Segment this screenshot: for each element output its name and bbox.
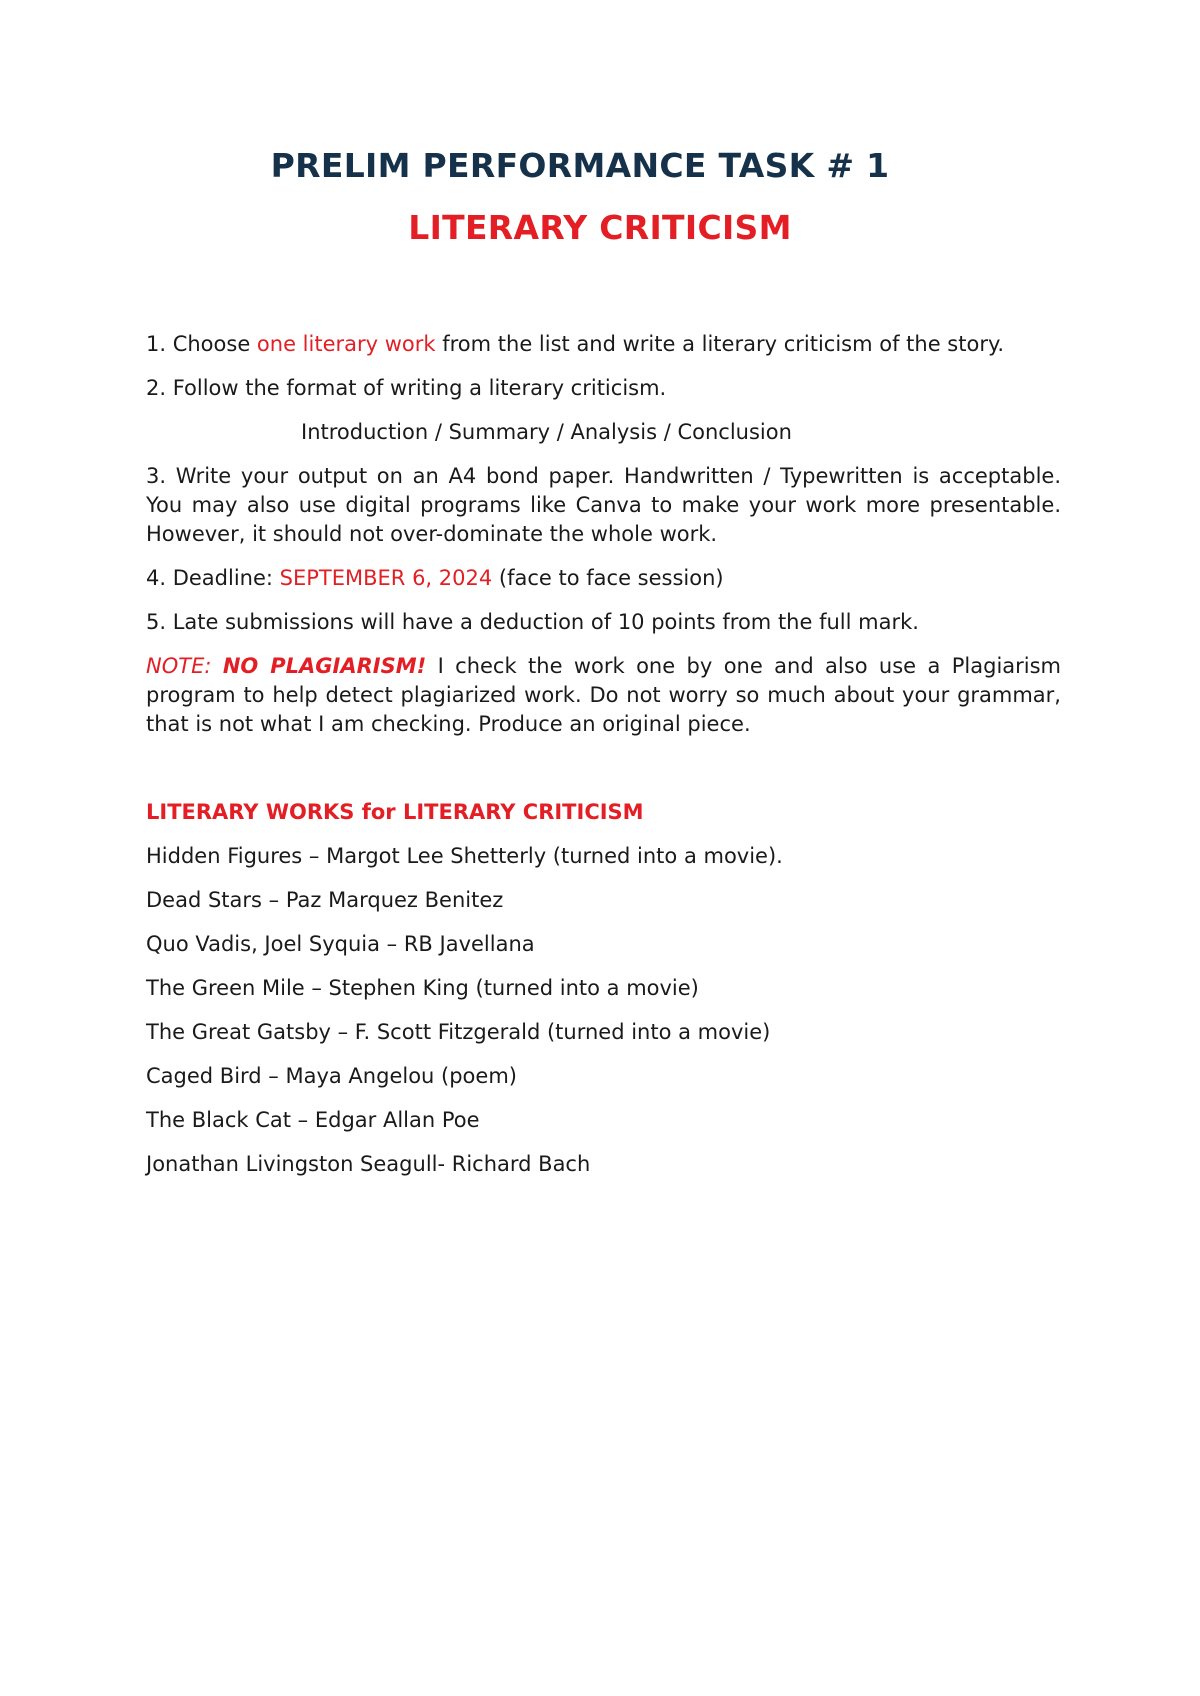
list-item: Caged Bird – Maya Angelou (poem) <box>146 1064 517 1088</box>
instruction-item-4 <box>146 564 1061 593</box>
plagiarism-note <box>146 652 1061 739</box>
list-item: Quo Vadis, Joel Syquia – RB Javellana <box>146 932 535 956</box>
list-item: The Green Mile – Stephen King (turned into a movie) <box>146 976 699 1000</box>
works-heading: LITERARY WORKS for LITERARY CRITICISM <box>146 800 644 824</box>
instruction-1-suffix: from the list and write a literary criticism of the story. <box>435 332 1005 356</box>
instruction-1-prefix: 1. Choose <box>146 332 257 356</box>
works-list <box>146 842 1061 1179</box>
list-item: The Black Cat – Edgar Allan Poe <box>146 1108 480 1132</box>
instruction-item-5: 5. Late submissions will have a deduction of 10 points from the full mark. <box>146 610 919 634</box>
note-label: NOTE: <box>146 654 223 678</box>
instruction-item-3: 3. Write your output on an A4 bond paper. Handwritten / Typewritten is acceptable. You may also use digital programs like Canva to make your work more presentable. However, it should not over-dominate the whole work. <box>146 464 1061 546</box>
page-subtitle: LITERARY CRITICISM <box>408 208 792 247</box>
instruction-4-prefix: 4. Deadline: <box>146 566 280 590</box>
instructions-body <box>146 330 1061 1194</box>
list-item: The Great Gatsby – F. Scott Fitzgerald (turned into a movie) <box>146 1020 771 1044</box>
list-item: Dead Stars – Paz Marquez Benitez <box>146 888 504 912</box>
note-emphasis: NO PLAGIARISM! <box>222 654 427 678</box>
list-item: Hidden Figures – Margot Lee Shetterly (turned into a movie). <box>146 844 783 868</box>
instruction-1-highlight: one literary work <box>256 332 436 356</box>
note-text: I check the work one by one and also use a Plagiarism program to help detect plagiarized work. Do not worry so much about your grammar, that is not what I am checking. Produce an original piece. <box>146 654 1062 736</box>
deadline-date: SEPTEMBER 6, 2024 <box>279 566 493 590</box>
format-line: Introduction / Summary / Analysis / Conclusion <box>301 420 792 444</box>
page-title: PRELIM PERFORMANCE TASK # 1 <box>270 146 890 185</box>
instruction-item-1 <box>146 330 1061 359</box>
list-item: Jonathan Livingston Seagull- Richard Bach <box>146 1152 591 1176</box>
instruction-item-2: 2. Follow the format of writing a literary criticism. <box>146 376 667 400</box>
instruction-4-suffix: (face to face session) <box>492 566 724 590</box>
